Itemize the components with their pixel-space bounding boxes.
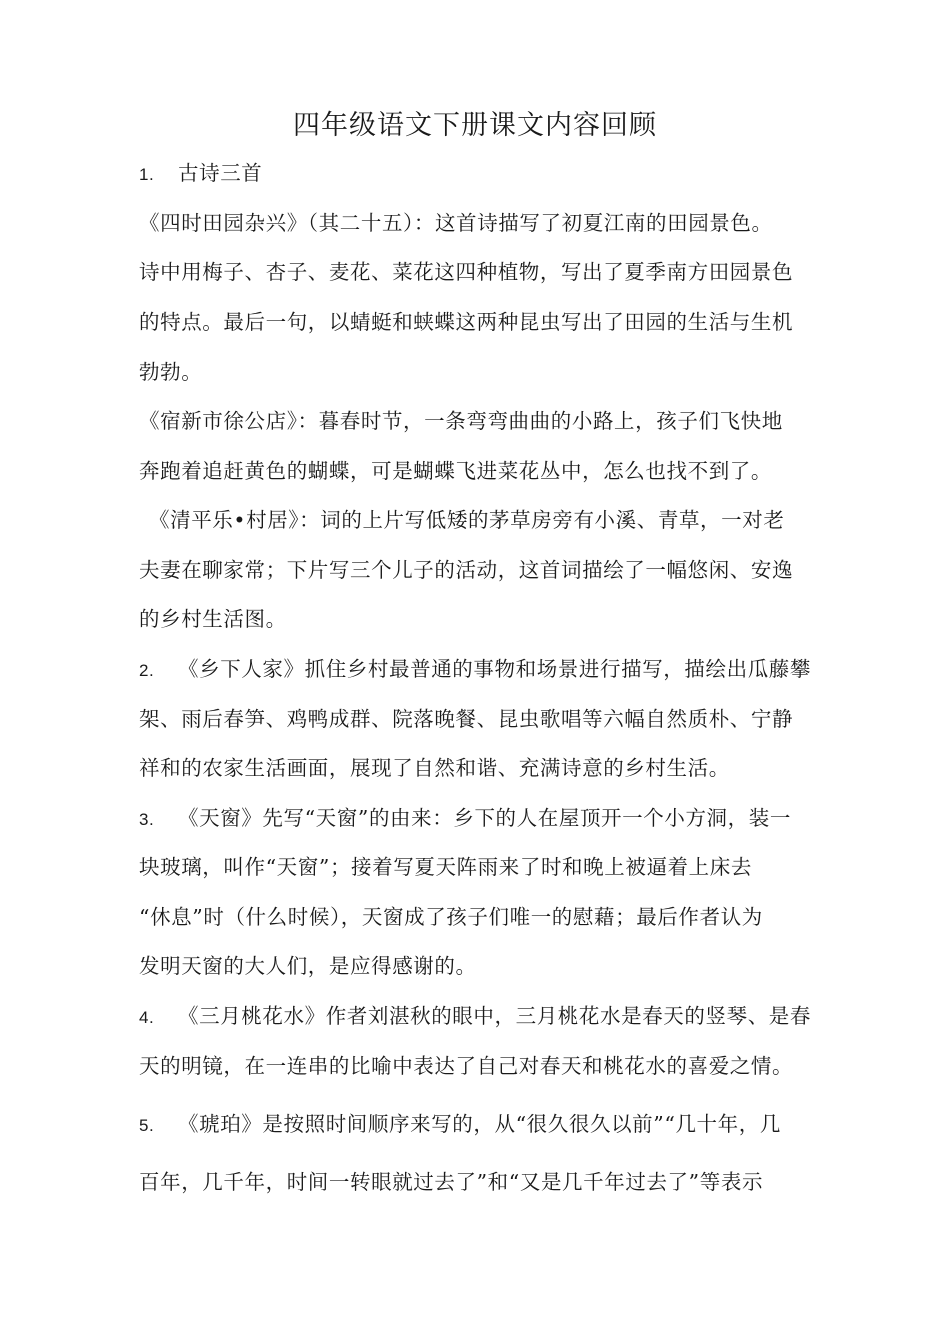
line-text: 块玻璃，叫作“天窗”；接着写夏天阵雨来了时和晚上被逼着上床去	[139, 855, 752, 879]
line-text: 《四时田园杂兴》（其二十五）：这首诗描写了初夏江南的田园景色。	[139, 211, 773, 235]
document-title: 四年级语文下册课文内容回顾	[293, 110, 657, 141]
line-text: 《天窗》先写“天窗”的由来：乡下的人在屋顶开一个小方洞，装一	[178, 806, 791, 830]
text-line	[139, 307, 819, 337]
line-text: 奔跑着追赶黄色的蝴蝶，可是蝴蝶飞进菜花丛中，怎么也找不到了。	[139, 459, 772, 483]
text-line	[139, 1167, 819, 1197]
text-line	[139, 357, 819, 387]
list-item	[139, 1001, 819, 1033]
line-text: 《宿新市徐公店》：暮春时节，一条弯弯曲曲的小路上，孩子们飞快地	[139, 409, 783, 433]
line-text: 《清平乐•村居》：词的上片写低矮的茅草房旁有小溪、青草，一对老	[149, 508, 785, 532]
text-line	[139, 456, 819, 486]
line-text: 架、雨后春笋、鸡鸭成群、院落晚餐、昆虫歌唱等六幅自然质朴、宁静	[139, 707, 794, 731]
line-text: “休息”时（什么时候），天窗成了孩子们唯一的慰藉；最后作者认为	[139, 905, 763, 929]
line-text: 勃勃。	[139, 360, 203, 384]
line-text: 的特点。最后一句，以蜻蜓和蛱蝶这两种昆虫写出了田园的生活与生机	[139, 310, 794, 334]
text-line	[139, 753, 819, 783]
list-item	[139, 158, 819, 190]
line-text: 古诗三首	[178, 161, 263, 185]
text-line	[139, 604, 819, 634]
list-item	[139, 803, 819, 835]
line-text: 《琥珀》是按照时间顺序来写的，从“很久很久以前”“几十年，几	[178, 1112, 781, 1136]
item-number: 5.	[139, 1116, 155, 1135]
list-item	[139, 1109, 819, 1141]
item-number: 3.	[139, 810, 155, 829]
text-line	[139, 902, 819, 932]
text-line	[139, 1051, 819, 1081]
item-number: 1.	[139, 165, 155, 184]
text-line	[139, 555, 819, 585]
list-item	[139, 654, 819, 686]
line-text: 《乡下人家》抓住乡村最普通的事物和场景进行描写，描绘出瓜藤攀	[178, 657, 811, 681]
text-line	[139, 951, 819, 981]
line-text: 诗中用梅子、杏子、麦花、菜花这四种植物，写出了夏季南方田园景色	[139, 260, 794, 284]
line-text: 祥和的农家生活画面，展现了自然和谐、充满诗意的乡村生活。	[139, 756, 730, 780]
line-text: 天的明镜，在一连串的比喻中表达了自己对春天和桃花水的喜爱之情。	[139, 1054, 794, 1078]
text-line	[149, 505, 829, 535]
line-text: 《三月桃花水》作者刘湛秋的眼中，三月桃花水是春天的竖琴、是春	[178, 1004, 811, 1028]
line-text: 百年，几千年，时间一转眼就过去了”和“又是几千年过去了”等表示	[139, 1170, 764, 1194]
text-line	[139, 208, 819, 238]
item-number: 2.	[139, 661, 155, 680]
text-line	[139, 852, 819, 882]
line-text: 发明天窗的大人们，是应得感谢的。	[139, 954, 477, 978]
line-text: 夫妻在聊家常；下片写三个儿子的活动，这首词描绘了一幅悠闲、安逸	[139, 558, 794, 582]
line-text: 的乡村生活图。	[139, 607, 287, 631]
text-line	[139, 406, 819, 436]
text-line	[139, 704, 819, 734]
text-line	[139, 257, 819, 287]
item-number: 4.	[139, 1008, 155, 1027]
